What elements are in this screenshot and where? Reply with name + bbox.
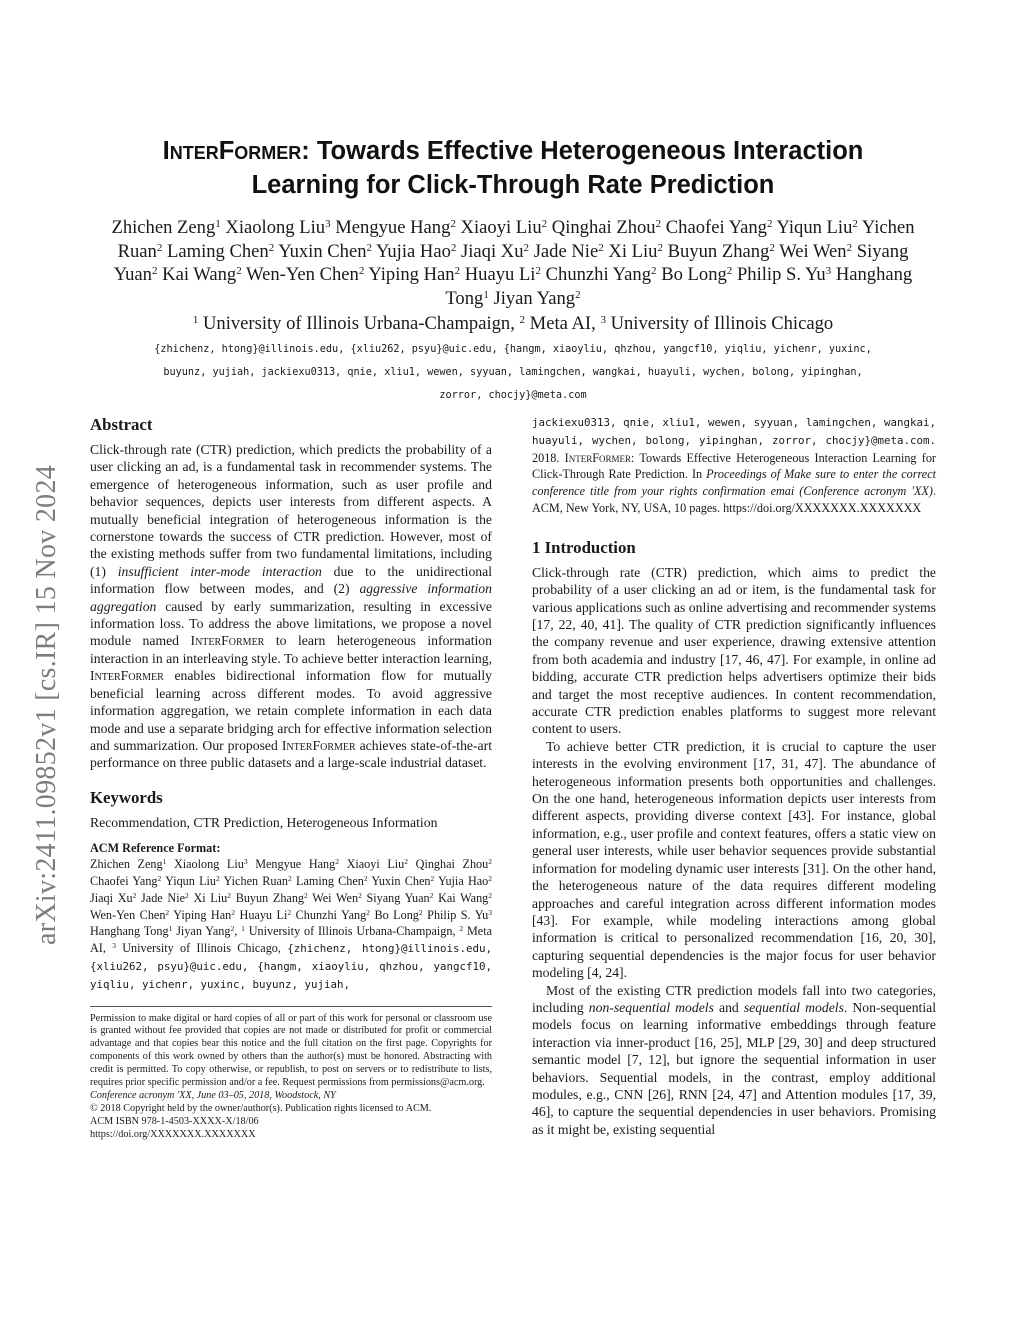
affiliation-marker: 2: [157, 873, 162, 883]
affiliation-marker: 2: [657, 241, 663, 254]
email-line: {zhichenz, htong}@illinois.edu, {xliu262, psyu}@uic.edu, {hangm, xiaoyliu, qhzhou, yangcf10, yiqliu, yichenr, yuxinc,: [154, 344, 872, 355]
author-name: Xiaolong Liu$^3$: [173, 857, 248, 872]
affiliation-marker: 1: [162, 857, 167, 867]
author-name: Xiaoyi Liu$^2$: [346, 857, 409, 872]
affiliation-marker: 2: [541, 218, 548, 230]
author-name: Jiyan Yang$^2$: [176, 924, 235, 939]
author-name: Wei Wen$^2$: [312, 890, 362, 905]
affiliation-marker: 2: [304, 890, 308, 900]
author-name: Jiyan Yang$^2$: [493, 287, 581, 309]
author-name: Yuxin Chen$^2$: [371, 873, 435, 888]
author-name: Yichen Ruan$^2$: [117, 217, 915, 262]
author-name: Yiqun Liu$^2$: [165, 873, 220, 888]
affiliation-marker: 2: [185, 890, 189, 900]
intro-paragraph-2: To achieve better CTR prediction, it is crucial to capture the user interests in the evolving environment [17, 31, 47]. The abundance of heterogeneous information presents both opportunities and challenges. On the one hand, heterogeneous information depicts user interests from different aspects, providing diverse context [43]. For instance, global information, e.g., user profile and context features, offers a static view on general user interests, while user behavior sequences provide substantial information for modeling dynamic user interests [31]. On the other hand, the heterogeneous nature of the data requires different modeling approaches and careful integration across different information modes [43]. For example, while modeling interactions among global information is critical to personalized recommendation [16, 20, 30], capturing sequential dependencies is the major focus for user behavior modeling [4, 24].: [532, 738, 936, 981]
affiliation-marker: 2: [335, 857, 339, 867]
affiliation-marker: 2: [358, 265, 365, 277]
affiliation-name: University of Illinois Chicago,: [115, 941, 288, 956]
author-name: Mengyue Hang$^2$: [255, 857, 339, 872]
author-name: Yuxin Chen$^2$: [278, 240, 373, 262]
affiliation-marker: 2: [488, 873, 493, 883]
author-name: Chunzhi Yang$^2$: [295, 907, 370, 922]
intro-paragraph-3: Most of the existing CTR prediction models fall into two categories, including non-sequential models and sequential models. Non-sequential models focus on learning informative embeddings through feature interaction via inner-product [16, 25], MLP [29, 30] and deep structured semantic model [7, 12], but ignore the sequential information in user behaviors. Sequential models, in the contrast, employ additional modules, e.g., CNN [26], RNN [24, 47] and Attention modules [17, 39, 46], to capture the sequential dependencies in user behaviors. Promising as it might be, existing sequential: [532, 982, 937, 1137]
affiliation-marker: 2: [230, 924, 235, 934]
affiliation-number: 3: [600, 314, 606, 326]
affiliation-marker: 2: [216, 873, 220, 883]
affiliation-marker: 2: [288, 873, 292, 883]
author-name: Xi Liu$^2$: [608, 240, 663, 262]
acm-reference-text: Zhichen Zeng$^1$ Xiaolong Liu$^3$ Mengyue Hang$^2$ Xiaoyi Liu$^2$ Qinghai Zhou$^2$ Chaofei Yang$^2$ Yiqun Liu$^2$ Yichen Ruan$^2$ Laming Chen$^2$ Yuxin Chen$^2$ Yujia Hao$^2$ Jiaqi Xu$^2$ Jade Nie$^2$ Xi Liu$^2$ Buyun Zhang$^2$ Wei Wen$^2$ Siyang Yuan$^2$ Kai Wang$^2$ Wen-Yen Chen$^2$ Yiping Han$^2$ Huayu Li$^2$ Chunzhi Yang$^2$ Bo Long$^2$ Philip S. Yu$^3$ Hanghang Tong$^1$ Jiyan Yang$^2$, $^1$ University of Illinois Urbana-Champaign, $^2$ Meta AI, $^3$ University of Illinois Chicago, {zhichenz, htong}@illinois.edu, {xliu262, psyu}@uic.edu, {hangm, xiaoyliu, qhzhou, yangcf10, yiqliu, yichenr, yuxinc, buyunz, yujiah,: [90, 857, 493, 991]
copyright-line: © 2018 Copyright held by the owner/author(s). Publication rights licensed to ACM.: [90, 1102, 432, 1114]
affiliation-marker: 2: [766, 218, 773, 230]
author-name: Bo Long$^2$: [374, 907, 423, 922]
affiliation-marker: 2: [655, 218, 662, 230]
author-name: Kai Wang$^2$: [438, 890, 493, 905]
doi-line: https://doi.org/XXXXXXX.XXXXXXX: [90, 1128, 256, 1140]
author-name: Buyun Zhang$^2$: [667, 240, 775, 262]
author-name: Yichen Ruan$^2$: [223, 873, 292, 888]
introduction-heading: 1 Introduction: [532, 537, 636, 557]
affiliation-name: Meta AI,: [90, 924, 493, 956]
affiliation-marker: 2: [429, 890, 434, 900]
author-name: Hanghang Tong$^1$: [90, 924, 173, 939]
author-emails: [96, 338, 930, 407]
author-name: Huayu Li$^2$: [239, 907, 292, 922]
affiliation-marker: 2: [846, 241, 853, 254]
author-name: Siyang Yuan$^2$: [366, 890, 434, 905]
intro-paragraph-1: Click-through rate (CTR) prediction, which aims to predict the probability of a user clicking an ad or item, is the fundamental task for various applications such as online advertising and recommender systems [17, 22, 40, 41]. The quality of CTR prediction significantly influences the company revenue and user experience, drawing extensive attention from both academia and industry [17, 46, 47]. For example, in online ad bidding, accurate CTR prediction helps advertisers optimize their bids and target the most receptive audiences. In content recommendation, accurate CTR prediction enables platforms to suggest more relevant content to users.: [532, 564, 936, 737]
author-name: Chunzhi Yang$^2$: [545, 264, 657, 285]
affiliation-marker: 2: [726, 265, 733, 277]
author-name: Philip S. Yu$^3$: [736, 264, 832, 285]
affiliation-marker: 2: [523, 241, 530, 254]
author-name: Mengyue Hang$^2$: [335, 217, 456, 238]
title-model-name: InterFormer: [162, 137, 302, 165]
author-name: Yiping Han$^2$: [173, 907, 235, 922]
affiliation-marker: 3: [243, 857, 248, 867]
author-name: Siyang Yuan$^2$: [113, 240, 909, 285]
affiliation-marker: 3: [488, 907, 492, 917]
author-name: Qinghai Zhou$^2$: [415, 857, 492, 872]
footnote-rule: [90, 1006, 492, 1007]
permission-text: Permission to make digital or hard copies of all or part of this work for personal or classroom use is granted without fee provided that copies are not made or distributed for profit or commercial advantage and that copies bear this notice and the full citation on the first page. Copyrights for components of this work owned by others than the author(s) must be honored. Abstracting with credit is permitted. To copy otherwise, or republish, to post on servers or to redistribute to lists, requires prior specific permission and/or a fee. Request permissions from permissions@acm.org.: [90, 1012, 492, 1089]
author-name: Wei Wen$^2$: [779, 240, 853, 262]
author-name: Laming Chen$^2$: [296, 873, 368, 888]
author-name: Yiqun Liu$^2$: [776, 217, 858, 238]
affiliation-marker: 2: [598, 241, 604, 254]
affiliation-name: University of Illinois Urbana-Champaign,: [244, 924, 460, 939]
right-column: [532, 414, 936, 1138]
author-list: [100, 216, 926, 310]
author-name: Hanghang Tong$^1$: [445, 264, 913, 309]
affiliation-marker: 2: [852, 218, 858, 230]
author-name: Qinghai Zhou$^2$: [551, 217, 662, 238]
permission-notice: [90, 1013, 492, 1142]
affiliation-marker: 2: [156, 241, 163, 254]
email-line: buyunz, yujiah, jackiexu0313, qnie, xliu1, wewen, syyuan, lamingchen, wangkai, huayuli, wychen, bolong, yipinghan,: [163, 367, 863, 378]
affiliation-name: University of Illinois Urbana-Champaign,: [198, 313, 520, 334]
affiliation-marker: 2: [165, 907, 170, 917]
acm-reference-heading: ACM Reference Format:: [90, 841, 221, 856]
isbn-line: ACM ISBN 978-1-4503-XXXX-X/18/06: [90, 1115, 259, 1127]
affiliation-name: Meta AI,: [525, 313, 601, 334]
affiliation-marker: 2: [358, 890, 362, 900]
affiliation-marker: 2: [132, 890, 137, 900]
author-name: Zhichen Zeng$^1$: [90, 857, 167, 872]
affiliation-marker: 2: [769, 241, 775, 254]
affiliation-marker: 1: [483, 288, 489, 301]
abstract-heading: Abstract: [90, 415, 153, 434]
author-name: Jiaqi Xu$^2$: [90, 890, 137, 905]
affiliation-marker: 2: [430, 873, 435, 883]
author-name: Wen-Yen Chen$^2$: [246, 264, 365, 285]
affiliation-number: 2: [459, 924, 464, 934]
reference-emails: {zhichenz, htong}@illinois.edu, {xliu262, psyu}@uic.edu, {hangm, xiaoyliu, qhzhou, yangcf10, yiqliu, yichenr, yuxinc, buyunz, yujiah,: [90, 942, 492, 991]
affiliation-marker: 2: [418, 907, 423, 917]
keywords-text: Recommendation, CTR Prediction, Heterogeneous Information: [90, 814, 438, 830]
affiliation-marker: 2: [488, 890, 493, 900]
affiliation-marker: 2: [450, 241, 457, 254]
author-name: Huayu Li$^2$: [464, 264, 541, 285]
conference-line: Conference acronym 'XX, June 03–05, 2018, Woodstock, NY: [90, 1089, 336, 1101]
author-name: Xi Liu$^2$: [193, 890, 231, 905]
affiliations: [90, 312, 936, 335]
affiliation-marker: 2: [363, 873, 368, 883]
affiliation-marker: 2: [231, 907, 235, 917]
affiliation-marker: 2: [488, 857, 492, 867]
affiliation-marker: 2: [227, 890, 231, 900]
affiliation-number: 1: [192, 314, 199, 326]
author-name: Wen-Yen Chen$^2$: [90, 907, 170, 922]
affiliation-number: 3: [112, 941, 116, 951]
author-name: Bo Long$^2$: [661, 264, 733, 285]
affiliation-marker: 2: [366, 907, 370, 917]
acm-reference-continued: jackiexu0313, qnie, xliu1, wewen, syyuan, lamingchen, wangkai, huayuli, wychen, bolong, yipinghan, zorror, chocjy}@meta.com. 2018. InterFormer: Towards Effective Heterogeneous Interaction Learning for Click-Through Rate Prediction. In Proceedings of Make sure to enter the correct conference title from your rights confirmation emai (Conference acronym 'XX). ACM, New York, NY, USA, 10 pages. https://doi.org/XXXXXXX.XXXXXXX: [532, 416, 936, 515]
author-name: Xiaoyi Liu$^2$: [460, 217, 548, 238]
affiliation-marker: 2: [535, 265, 541, 277]
author-name: Jiaqi Xu$^2$: [461, 240, 530, 262]
author-name: Yujia Hao$^2$: [438, 873, 493, 888]
title-line-2: Learning for Click-Through Rate Prediction: [251, 171, 775, 199]
affiliation-marker: 2: [404, 857, 409, 867]
author-name: Buyun Zhang$^2$: [235, 890, 308, 905]
author-name: Yiping Han$^2$: [368, 264, 461, 285]
author-name: Zhichen Zeng$^1$: [111, 217, 221, 238]
author-name: Xiaolong Liu$^3$: [225, 217, 331, 238]
affiliation-marker: 2: [454, 265, 461, 277]
affiliation-marker: 1: [168, 924, 173, 934]
keywords-heading: Keywords: [90, 787, 163, 807]
title-rest: : Towards Effective Heterogeneous Interaction: [301, 137, 864, 165]
paper-title: [90, 134, 936, 202]
affiliation-marker: 2: [151, 265, 158, 277]
affiliation-marker: 2: [366, 241, 373, 254]
author-name: Laming Chen$^2$: [167, 240, 275, 262]
email-line: zorror, chocjy}@meta.com: [439, 390, 587, 401]
affiliation-marker: 3: [325, 218, 331, 230]
affiliation-marker: 3: [825, 265, 832, 277]
arxiv-stamp: arXiv:2411.09852v1 [cs.IR] 15 Nov 2024: [31, 464, 62, 945]
affiliation-number: 1: [241, 924, 245, 934]
affiliation-marker: 2: [651, 265, 657, 277]
affiliation-marker: 2: [236, 265, 242, 277]
author-name: Chaofei Yang$^2$: [90, 873, 162, 888]
affiliation-marker: 2: [450, 218, 456, 230]
affiliation-number: 2: [519, 314, 526, 326]
author-name: Philip S. Yu$^3$: [427, 907, 492, 922]
affiliation-marker: 2: [268, 241, 275, 254]
affiliation-marker: 2: [575, 288, 581, 301]
affiliation-marker: 1: [215, 218, 221, 230]
author-name: Jade Nie$^2$: [533, 240, 604, 262]
affiliation-name: University of Illinois Chicago: [605, 313, 834, 334]
author-name: Yujia Hao$^2$: [376, 240, 457, 262]
author-name: Kai Wang$^2$: [162, 264, 242, 285]
affiliation-marker: 2: [287, 907, 292, 917]
author-name: Chaofei Yang$^2$: [665, 217, 773, 238]
author-name: Jade Nie$^2$: [141, 890, 189, 905]
abstract-text: Click-through rate (CTR) prediction, which predicts the probability of a user clicking an ad, is a fundamental task in recommender systems. The emergence of heterogeneous information, such as user profile and behavior sequences, depicts user interests from different aspects. A mutually beneficial integration of heterogeneous information is the cornerstone towards the success of CTR prediction. However, most of the existing methods suffer from two fundamental limitations, including (1) insufficient inter-mode interaction due to the unidirectional information flow between modes, and (2) aggressive information aggregation caused by early summarization, resulting in excessive information loss. To address the above limitations, we propose a novel module named InterFormer to learn heterogeneous information interaction in an interleaving style. To achieve better interaction learning, InterFormer enables bidirectional information flow for mutually beneficial learning across different modes. To avoid aggressive information aggregation, we retain complete information in each data mode and use a separate bridging arch for effective information selection and summarization. Our proposed InterFormer achieves state-of-the-art performance on three public datasets and a large-scale industrial dataset.: [90, 442, 493, 771]
left-column: [90, 414, 492, 1142]
